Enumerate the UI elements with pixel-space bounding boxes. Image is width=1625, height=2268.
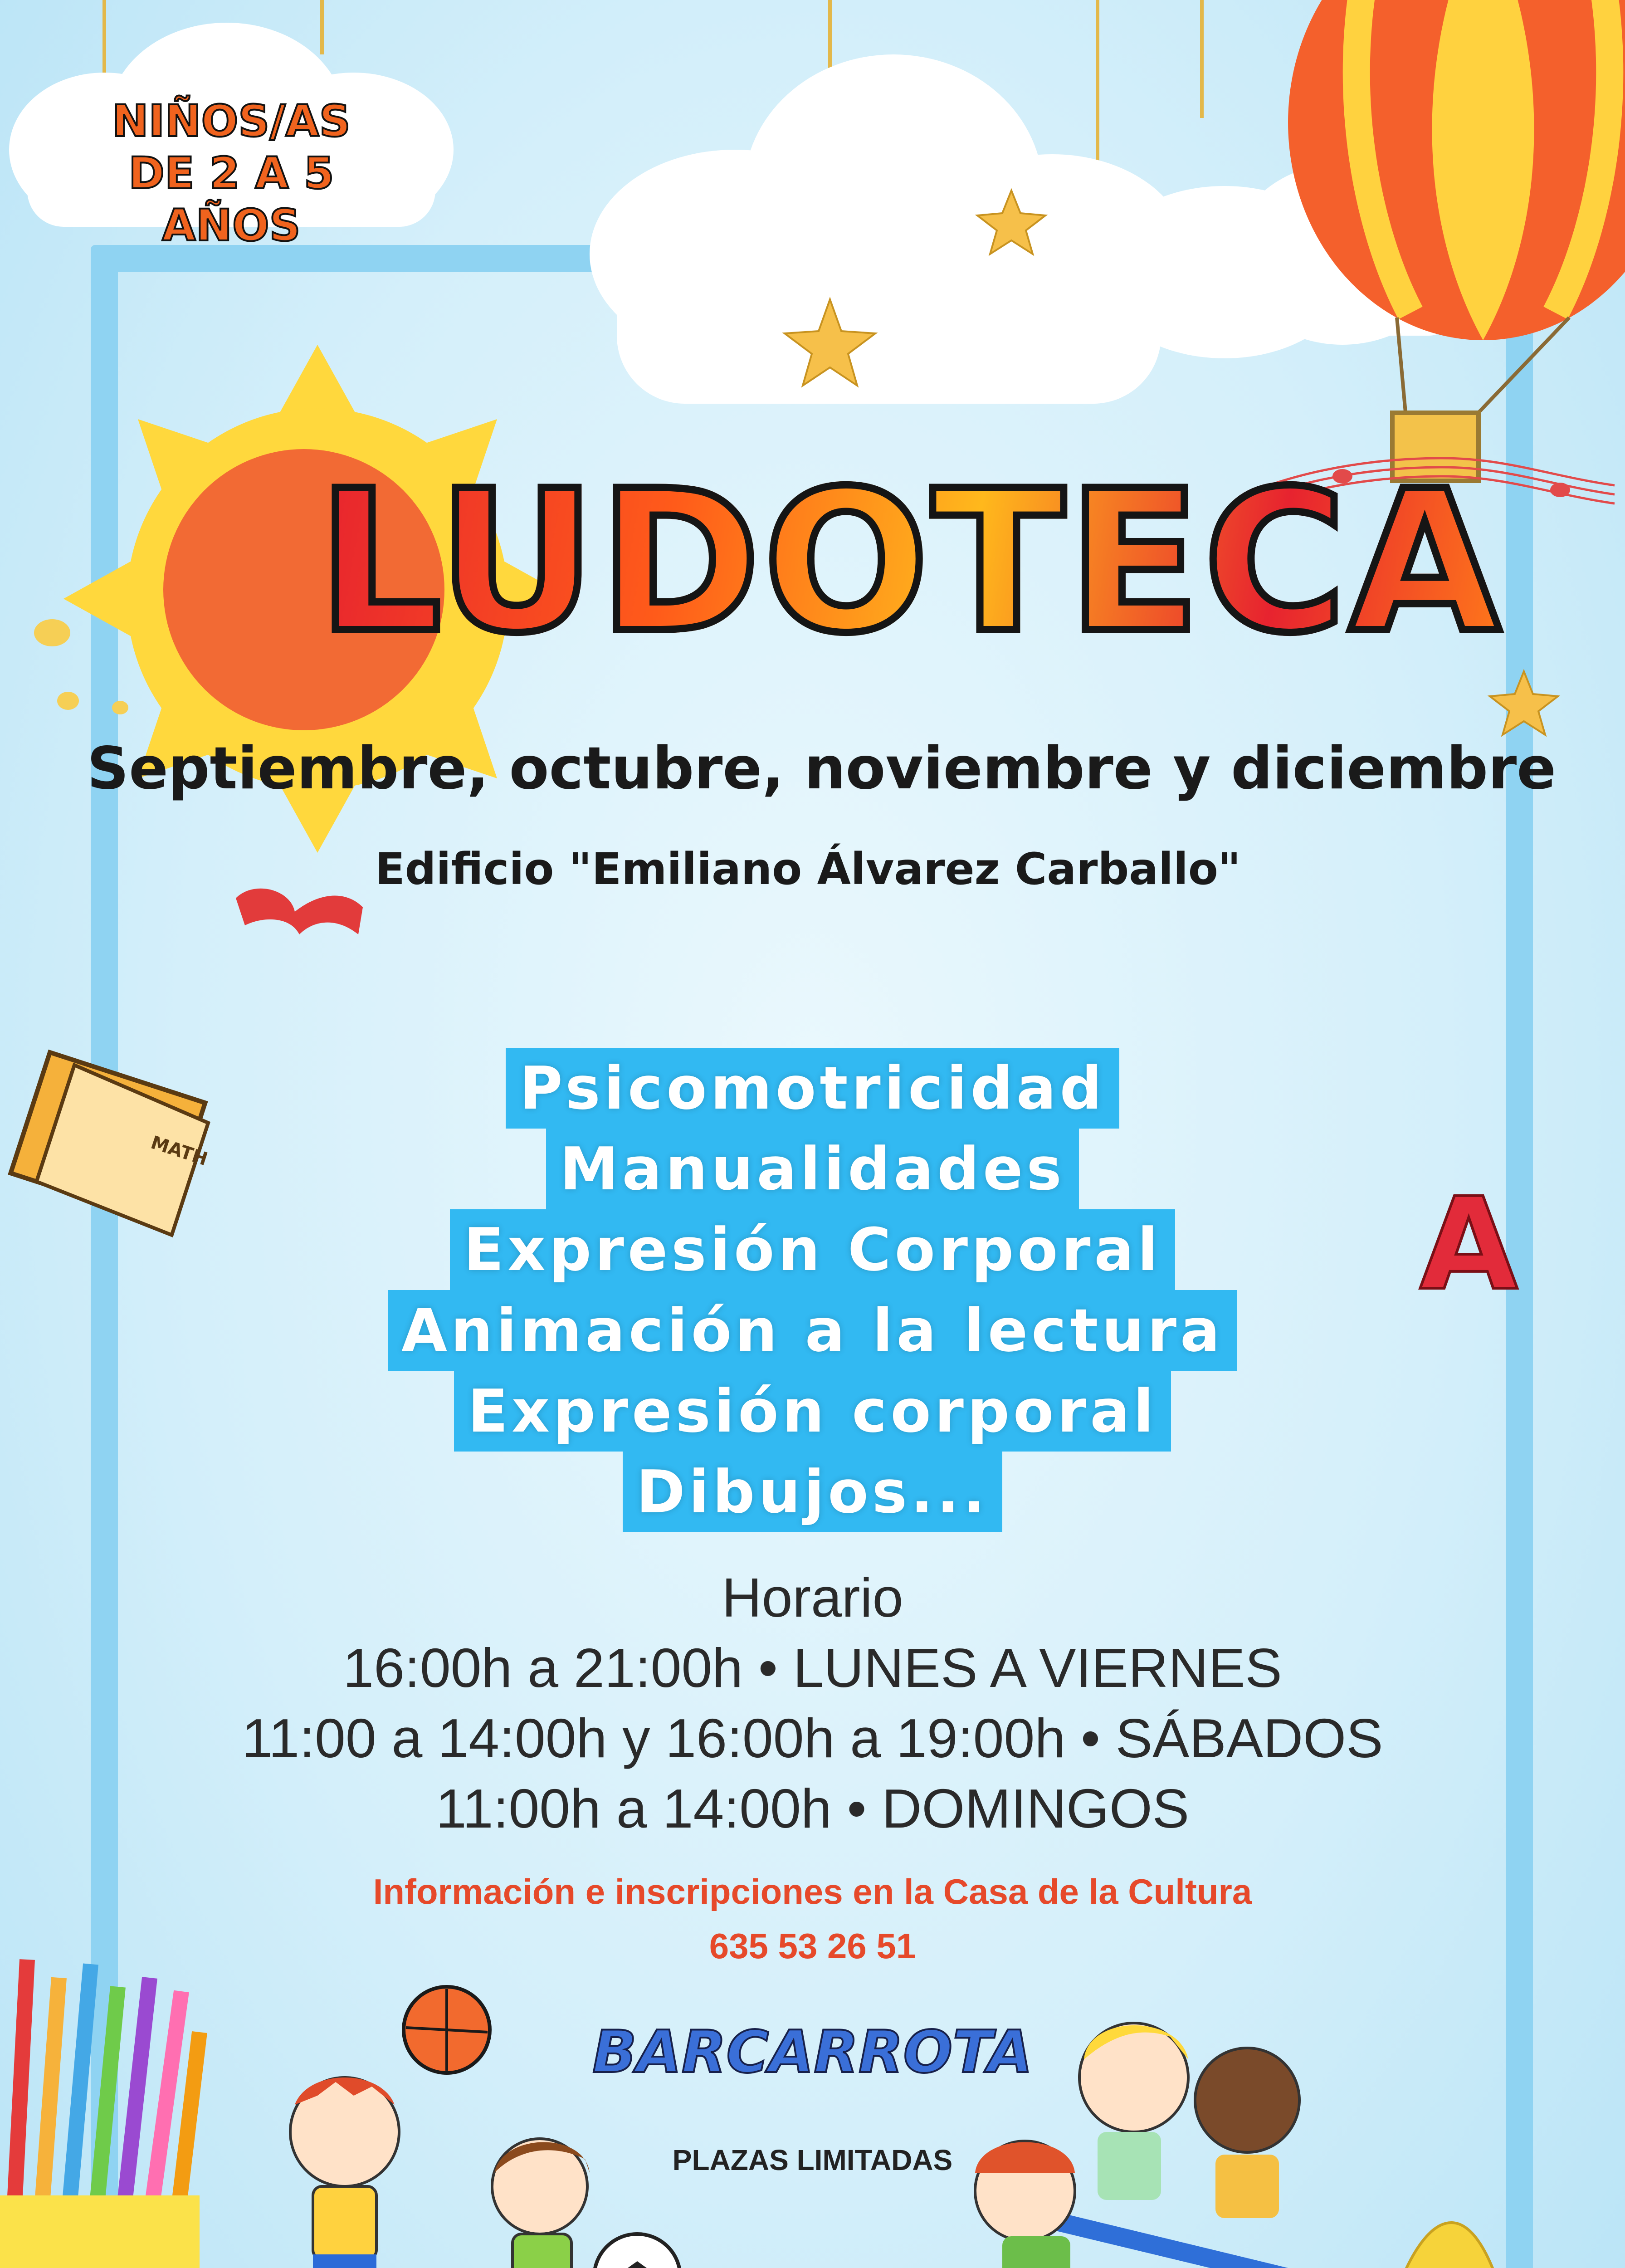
age-line-2: DE 2 A 5 AÑOS <box>128 148 334 251</box>
activity-item: Expresión Corporal <box>450 1209 1175 1290</box>
schedule-line: 11:00h a 14:00h • DOMINGOS <box>435 1778 1190 1839</box>
venue: Edificio "Emiliano Álvarez Carballo" <box>375 844 1241 894</box>
hot-air-balloon <box>1288 0 1625 481</box>
activity-item: Expresión corporal <box>454 1371 1171 1452</box>
schedule-line: 16:00h a 21:00h • LUNES A VIERNES <box>343 1637 1282 1699</box>
info-text: Información e inscripciones en la Casa de la Cultura <box>373 1872 1252 1911</box>
info-phone: 635 53 26 51 <box>709 1926 916 1966</box>
pencil-cup <box>0 1960 200 2268</box>
age-line-1: NIÑOS/AS <box>112 96 351 147</box>
activity-item: Animación a la lectura <box>388 1290 1237 1371</box>
schedule-heading: Horario <box>722 1567 903 1628</box>
months: Septiembre, octubre, noviembre y diciembre <box>87 735 1557 802</box>
book-label: MATH <box>148 1132 210 1170</box>
schedule <box>0 1563 1625 1844</box>
age-range <box>73 95 390 252</box>
schedule-line: 11:00 a 14:00h y 16:00h a 19:00h • SÁBADOS <box>242 1707 1383 1769</box>
activities-list <box>0 1048 1625 1532</box>
activity-item: Manualidades <box>546 1129 1078 1209</box>
page-title: LUDOTECA <box>317 449 1503 676</box>
town-name: BARCARROTA <box>592 2019 1033 2086</box>
plazas-notice: PLAZAS LIMITADAS <box>672 2144 953 2176</box>
activity-item: Dibujos... <box>623 1452 1002 1532</box>
activity-item: Psicomotricidad <box>506 1048 1119 1129</box>
letter-a-decor: A <box>1420 1171 1518 1319</box>
